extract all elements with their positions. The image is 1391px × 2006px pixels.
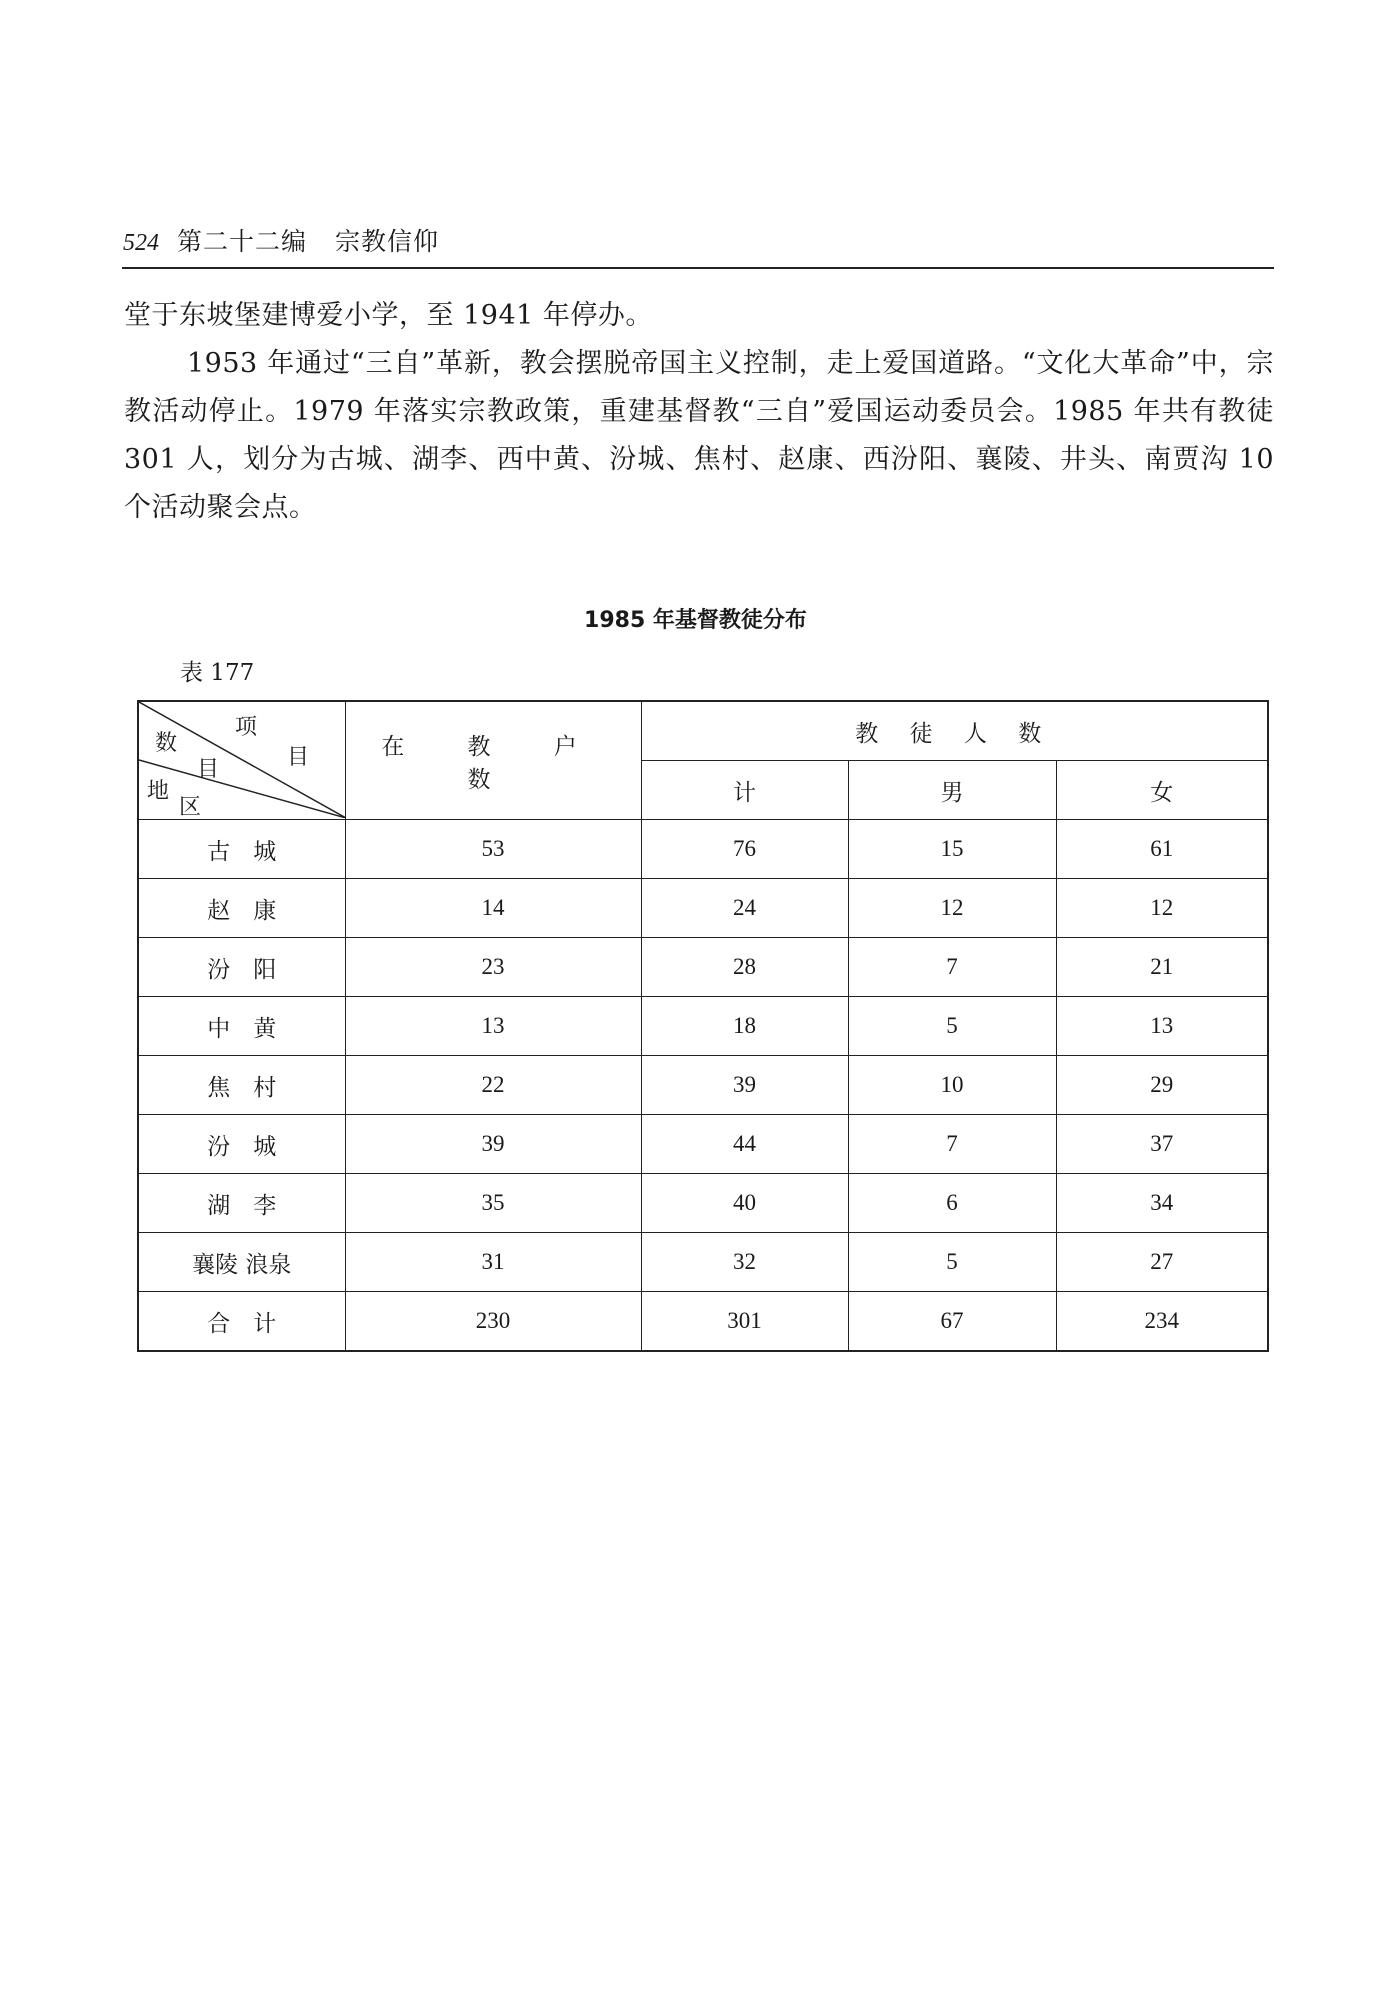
region-cell: 汾 城 <box>138 1115 345 1174</box>
table-row <box>138 1292 1268 1352</box>
total-cell: 40 <box>641 1174 848 1233</box>
male-cell: 67 <box>848 1292 1056 1352</box>
households-cell: 230 <box>345 1292 641 1352</box>
households-cell: 35 <box>345 1174 641 1233</box>
total-cell: 32 <box>641 1233 848 1292</box>
male-cell: 5 <box>848 1233 1056 1292</box>
table-row <box>138 1115 1268 1174</box>
households-cell: 53 <box>345 820 641 879</box>
male-cell: 5 <box>848 997 1056 1056</box>
male-cell: 12 <box>848 879 1056 938</box>
header-male: 男 <box>848 761 1056 820</box>
header-female: 女 <box>1056 761 1268 820</box>
table-row <box>138 938 1268 997</box>
total-cell: 24 <box>641 879 848 938</box>
total-cell: 301 <box>641 1292 848 1352</box>
region-cell: 焦 村 <box>138 1056 345 1115</box>
table-row <box>138 1056 1268 1115</box>
table-caption: 1985 年基督教徒分布 <box>584 608 807 633</box>
region-cell: 赵 康 <box>138 879 345 938</box>
female-cell: 34 <box>1056 1174 1268 1233</box>
paragraph-2: 1953 年通过“三自”革新，教会摆脱帝国主义控制，走上爱国道路。“文化大革命”中，宗教活动停止。1979 年落实宗教政策，重建基督教“三自”爱国运动委员会。1985 年共有教徒 301 人，划分为古城、湖李、西中黄、汾城、焦村、赵康、西汾阳、襄陵、井头、南贾沟 10 个活动聚会点。 <box>124 348 1274 523</box>
page-number: 524 <box>123 230 159 256</box>
female-cell: 12 <box>1056 879 1268 938</box>
female-cell: 37 <box>1056 1115 1268 1174</box>
male-cell: 7 <box>848 1115 1056 1174</box>
believers-table <box>137 700 1269 1352</box>
region-cell: 湖 李 <box>138 1174 345 1233</box>
region-cell: 汾 阳 <box>138 938 345 997</box>
section-title: 宗教信仰 <box>335 227 440 256</box>
body-text <box>124 292 1274 532</box>
male-cell: 15 <box>848 820 1056 879</box>
corner-label-item-1: 项 <box>235 715 258 740</box>
table-body <box>138 820 1268 1352</box>
table-row <box>138 820 1268 879</box>
corner-label-region-1: 地 <box>147 779 170 804</box>
total-cell: 44 <box>641 1115 848 1174</box>
households-cell: 22 <box>345 1056 641 1115</box>
female-cell: 29 <box>1056 1056 1268 1115</box>
corner-header-cell <box>138 701 345 820</box>
male-cell: 6 <box>848 1174 1056 1233</box>
table-row <box>138 1233 1268 1292</box>
households-cell: 14 <box>345 879 641 938</box>
female-cell: 27 <box>1056 1233 1268 1292</box>
region-cell: 合 计 <box>138 1292 345 1352</box>
households-cell: 39 <box>345 1115 641 1174</box>
header-total: 计 <box>641 761 848 820</box>
region-cell: 襄陵 浪泉 <box>138 1233 345 1292</box>
corner-label-item-2: 目 <box>287 745 310 770</box>
header-rule <box>122 267 1274 269</box>
book-part: 第二十二编 <box>177 227 308 256</box>
header-believers: 教 徒 人 数 <box>641 701 1268 761</box>
corner-label-count-1: 数 <box>155 731 178 756</box>
male-cell: 10 <box>848 1056 1056 1115</box>
running-header <box>123 222 1273 262</box>
female-cell: 21 <box>1056 938 1268 997</box>
total-cell: 18 <box>641 997 848 1056</box>
region-cell: 中 黄 <box>138 997 345 1056</box>
households-cell: 31 <box>345 1233 641 1292</box>
total-cell: 76 <box>641 820 848 879</box>
female-cell: 61 <box>1056 820 1268 879</box>
female-cell: 13 <box>1056 997 1268 1056</box>
table-row <box>138 879 1268 938</box>
header-households: 在 教 户 数 <box>345 701 641 820</box>
households-cell: 23 <box>345 938 641 997</box>
table-row <box>138 1174 1268 1233</box>
table-number: 表 177 <box>180 660 255 686</box>
table-row <box>138 997 1268 1056</box>
paragraph-1: 堂于东坡堡建博爱小学，至 1941 年停办。 <box>124 300 653 331</box>
region-cell: 古 城 <box>138 820 345 879</box>
corner-label-region-2: 区 <box>179 795 202 820</box>
female-cell: 234 <box>1056 1292 1268 1352</box>
total-cell: 39 <box>641 1056 848 1115</box>
male-cell: 7 <box>848 938 1056 997</box>
corner-label-count-2: 目 <box>197 757 220 782</box>
total-cell: 28 <box>641 938 848 997</box>
households-cell: 13 <box>345 997 641 1056</box>
